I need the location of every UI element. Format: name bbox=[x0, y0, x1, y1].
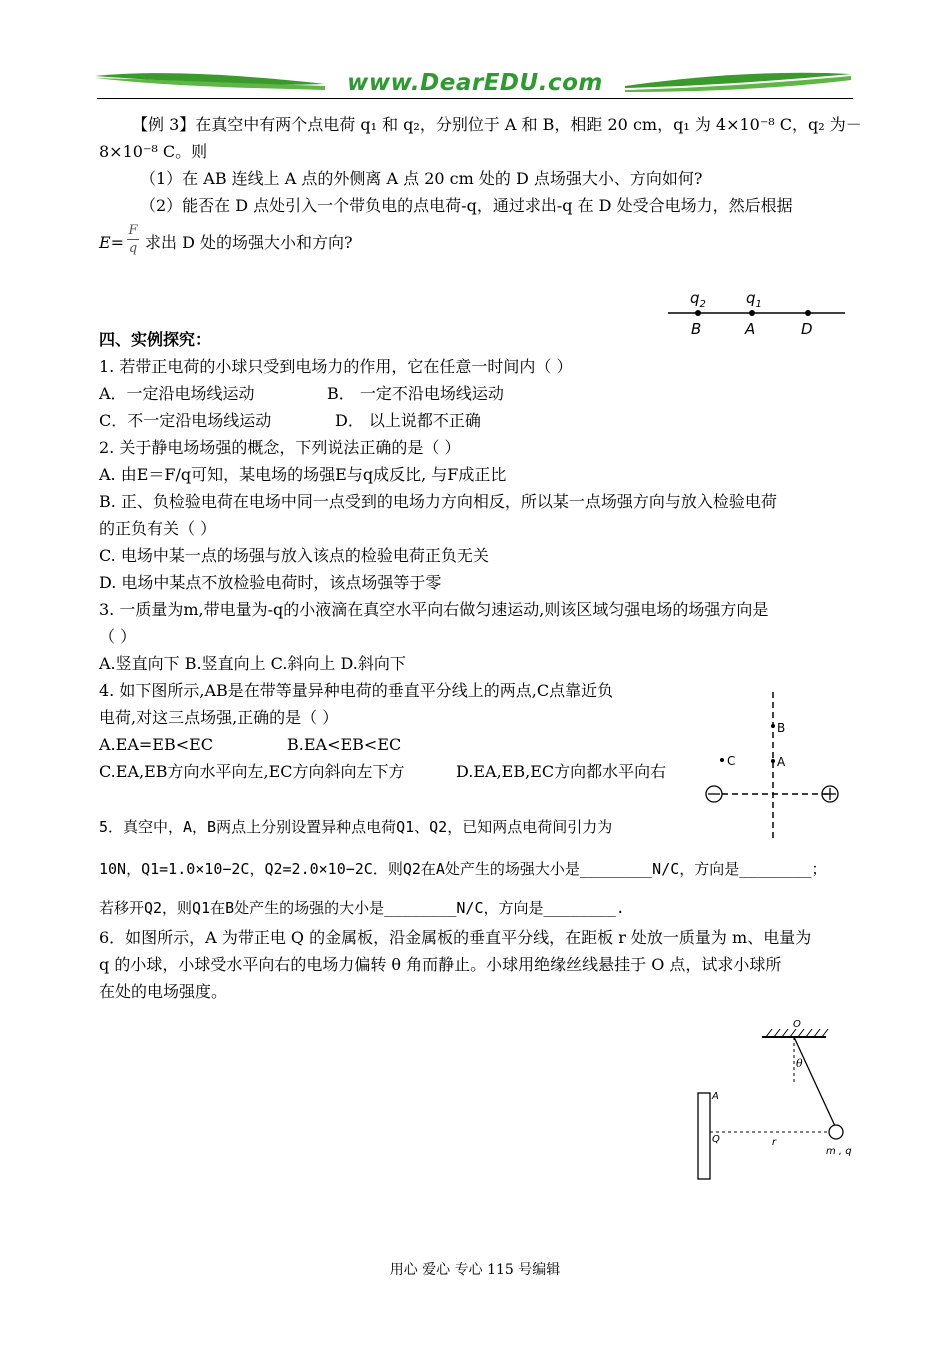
example3-q2-line1: （2）能否在 D 点处引入一个带负电的点电荷-q，通过求出-q 在 D 处受合电场力，然后根据 bbox=[140, 196, 793, 215]
example3-eq bbox=[99, 233, 124, 253]
page-header bbox=[95, 68, 855, 100]
p3-stem-line2: （ ） bbox=[99, 627, 137, 646]
fig3-label-Q: Q bbox=[712, 1134, 720, 1145]
p1-option-c: C．不一定沿电场线运动 bbox=[99, 411, 272, 430]
figure-charges-line bbox=[660, 285, 850, 340]
fig2-label-B: B bbox=[777, 721, 786, 735]
fig1-point-A bbox=[749, 310, 755, 316]
fig2-point-B bbox=[771, 724, 775, 728]
p1-stem: 1. 若带正电荷的小球只受到电场力的作用，它在任意一时间内（ ） bbox=[99, 357, 573, 376]
p2-stem: 2. 关于静电场场强的概念，下列说法正确的是（ ） bbox=[99, 438, 461, 457]
p4-option-d: D.EA,EB,EC方向都水平向右 bbox=[456, 762, 667, 781]
p2-option-a: A. 由E＝F/q可知，某电场的场强E与q成反比, 与F成正比 bbox=[99, 465, 507, 484]
p2-option-b-line2: 的正负有关（ ） bbox=[99, 519, 217, 538]
fig3-label-O: O bbox=[793, 1019, 801, 1030]
p4-stem-line1: 4. 如下图所示,AB是在带等量异种电荷的垂直平分线上的两点,C点靠近负 bbox=[99, 681, 614, 700]
section-title: 四、实例探究： bbox=[99, 330, 212, 349]
fig1-point-B bbox=[695, 310, 701, 316]
fig1-label-q1: $q_1$ bbox=[746, 289, 762, 310]
p2-option-c: C. 电场中某一点的场强与放入该点的检验电荷正负无关 bbox=[99, 546, 489, 565]
p1-option-b: B． 一定不沿电场线运动 bbox=[327, 384, 504, 403]
fig1-label-B: B bbox=[691, 320, 702, 338]
fig1-label-q2: $q_2$ bbox=[690, 289, 706, 310]
p5-line3: 若移开Q2，则Q1在B处产生的场强的大小是________N/C，方向是________. bbox=[99, 899, 625, 917]
fig2-label-A: A bbox=[777, 755, 786, 769]
page-footer: 用心 爱心 专心 115 号编辑 bbox=[389, 1262, 561, 1278]
p6-line1: 6．如图所示，A 为带正电 Q 的金属板，沿金属板的垂直平分线，在距板 r 处放一质量为 m、电量为 bbox=[99, 928, 812, 947]
fig3-label-A: A bbox=[712, 1091, 719, 1102]
p6-line3: 在处的电场强度。 bbox=[99, 982, 228, 1001]
fig1-label-D: D bbox=[801, 320, 813, 338]
header-rule bbox=[97, 98, 853, 99]
fig3-ball bbox=[829, 1125, 843, 1139]
p4-option-a: A.EA=EB<EC bbox=[99, 735, 214, 754]
example3-line2: 8×10⁻⁸ C。则 bbox=[99, 142, 208, 161]
fig2-label-C: C bbox=[727, 754, 736, 768]
fraction-denominator: q bbox=[128, 241, 138, 256]
fig1-label-A: A bbox=[745, 320, 756, 338]
site-logo: www.DearEDU.com bbox=[347, 70, 603, 96]
p2-option-b-line1: B. 正、负检验电荷在电场中同一点受到的电场力方向相反，所以某一点场强方向与放入检验电荷 bbox=[99, 492, 777, 511]
figure-pendulum bbox=[690, 1015, 860, 1190]
p3-stem-line1: 3. 一质量为m,带电量为-q的小液滴在真空水平向右做匀速运动,则该区域匀强电场的场强方向是 bbox=[99, 600, 769, 619]
fig3-label-mq: m , q bbox=[826, 1146, 852, 1157]
figure-dipole bbox=[700, 690, 850, 840]
fig3-thread bbox=[794, 1037, 835, 1126]
p5-line1: 5．真空中，A，B两点上分别设置异种点电荷Q1、Q2，已知两点电荷间引力为 bbox=[99, 818, 613, 836]
fig3-label-theta: θ bbox=[796, 1057, 803, 1070]
p4-option-c: C.EA,EB方向水平向左,EC方向斜向左下方 bbox=[99, 762, 405, 781]
p4-stem-line2: 电荷,对这三点场强,正确的是（ ） bbox=[99, 708, 339, 727]
p3-options: A.竖直向下 B.竖直向上 C.斜向上 D.斜向下 bbox=[99, 654, 406, 673]
example3-line1: 【例 3】在真空中有两个点电荷 q₁ 和 q₂，分别位于 A 和 B，相距 20 cm，q₁ 为 4×10⁻⁸ C，q₂ 为－ bbox=[132, 115, 862, 134]
fig2-point-A bbox=[771, 759, 775, 763]
fig3-plate bbox=[698, 1093, 710, 1179]
fraction-F-over-q bbox=[127, 224, 139, 255]
example3-q2-line2: 求出 D 处的场强大小和方向? bbox=[145, 233, 353, 252]
p2-option-d: D. 电场中某点不放检验电荷时，该点场强等于零 bbox=[99, 573, 442, 592]
p1-option-d: D． 以上说都不正确 bbox=[335, 411, 481, 430]
fraction-numerator: F bbox=[128, 223, 138, 238]
fraction-bar bbox=[127, 239, 139, 240]
eq-E: E= bbox=[99, 233, 125, 252]
p6-line2: q 的小球，小球受水平向右的电场力偏转 θ 角而静止。小球用绝缘丝线悬挂于 O 点，试求小球所 bbox=[99, 955, 782, 974]
p5-line2: 10N，Q1=1.0×10−2C，Q2=2.0×10−2C．则Q2在A处产生的场强大小是________N/C，方向是________； bbox=[99, 860, 827, 878]
fig1-point-D bbox=[805, 310, 811, 316]
example3-q1: （1）在 AB 连线上 A 点的外侧离 A 点 20 cm 处的 D 点场强大小、方向如何? bbox=[140, 169, 703, 188]
fig3-ceiling-hatch bbox=[766, 1029, 828, 1037]
fig2-point-C bbox=[720, 758, 724, 762]
p4-option-b: B.EA<EB<EC bbox=[287, 735, 402, 754]
p1-option-a: A．一定沿电场线运动 bbox=[99, 384, 255, 403]
fig3-label-r: r bbox=[772, 1137, 777, 1148]
